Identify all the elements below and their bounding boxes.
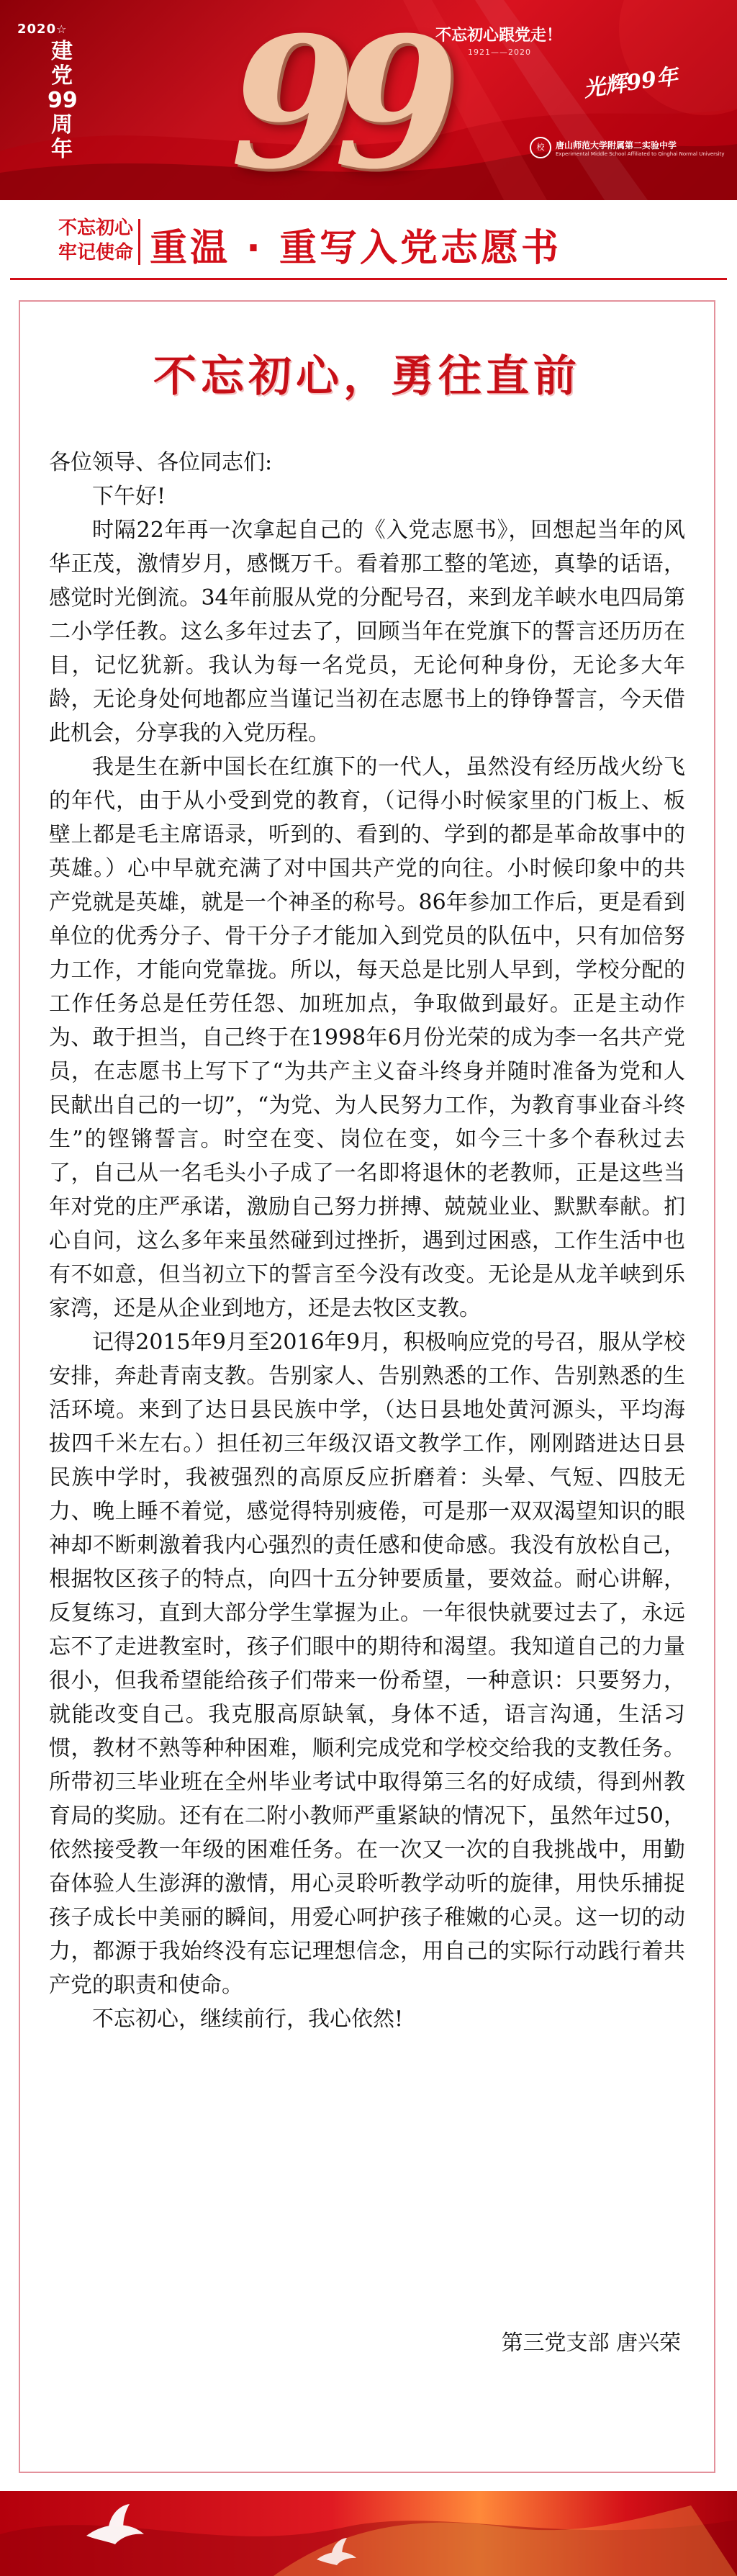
letter-title: 不忘初心，勇往直前 xyxy=(153,351,581,402)
paragraph: 时隔22年再一次拿起自己的《入党志愿书》，回想起当年的风华正茂，激情岁月，感慨万千。看着那工整的笔迹，真挚的话语，感觉时光倒流。34年前服从党的分配号召，来到龙羊峡水电四局第二小学任教。这么多年过去了，回顾当年在党旗下的誓言还历历在目，记忆犹新。我认为每一名党员，无论何种身份，无论多大年龄，无论身处何地都应当谨记当初在志愿书上的铮铮誓言，今天借此机会，分享我的入党历程。 xyxy=(49,518,685,746)
school-seal-icon: 校 xyxy=(530,137,551,158)
letter-body xyxy=(49,446,685,2036)
banner-slogan: 不忘初心跟党走！ xyxy=(435,27,563,45)
year-text: 2020 xyxy=(17,22,57,37)
banner-slogan-years: 1921——2020 xyxy=(468,48,531,57)
footer-decoration xyxy=(0,2491,737,2576)
school-name-english: Experimental Middle School Affiliated to Qinghai Normal University xyxy=(556,150,725,157)
header-divider-horizontal xyxy=(10,278,727,280)
top-banner xyxy=(0,0,737,200)
page-title: 重温 · 重写入党志愿书 xyxy=(150,227,561,270)
signature-line: 第三党支部 唐兴荣 xyxy=(501,2330,681,2356)
header-divider-vertical xyxy=(138,219,140,265)
closing-line: 不忘初心，继续前行，我心依然! xyxy=(92,2007,404,2032)
year-badge xyxy=(17,22,66,37)
bottom-banner xyxy=(0,2491,737,2576)
party-anniversary-title: 建党99周年 xyxy=(48,39,78,162)
letter-frame xyxy=(19,300,715,2473)
paragraph: 我是生在新中国长在红旗下的一代人，虽然没有经历战火纷飞的年代，由于从小受到党的教育，（记得小时候家里的门板上、板壁上都是毛主席语录，听到的、看到的、学到的都是革命故事中的英雄。）心中早就充满了对中国共产党的向往。小时候印象中的共产党就是英雄，就是一个神圣的称号。86年参加工作后，更是看到单位的优秀分子、骨干分子才能加入到党员的队伍中，只有加倍努力工作，才能向党靠拢。所以，每天总是比别人早到，学校分配的工作任务总是任劳任怨、加班加点，争取做到最好。正是主动作为、敢于担当，自己终于在1998年6月份光荣的成为李一名共产党员，在志愿书上写下了“为共产主义奋斗终身并随时准备为党和人民献出自己的一切”，“为党、为人民努力工作，为教育事业奋斗终生”的铿锵誓言。时空在变、岗位在变，如今三十多个春秋过去了，自己从一名毛头小子成了一名即将退休的老教师，正是这些当年对党的庄严承诺，激励自己努力拼搏、兢兢业业、默默奉献。扪心自问，这么多年来虽然碰到过挫折，遇到过困惑，工作生活中也有不如意，但当初立下的誓言至今没有改变。无论是从龙羊峡到乐家湾，还是从企业到地方，还是去牧区支教。 xyxy=(49,755,685,1321)
paragraph: 记得2015年9月至2016年9月，积极响应党的号召，服从学校安排，奔赴青南支教。告别家人、告别熟悉的工作、告别熟悉的生活环境。来到了达日县民族中学，（达日县地处黄河源头，平均海拔四千米左右。）担任初三年级汉语文教学工作，刚刚踏进达日县民族中学时，我被强烈的高原反应折磨着：头晕、气短、四肢无力、晚上睡不着觉，感觉得特别疲倦，可是那一双双渴望知识的眼神却不断刺激着我内心强烈的责任感和使命感。我没有放松自己，根据牧区孩子的特点，向四十五分钟要质量，要效益。耐心讲解，反复练习，直到大部分学生掌握为止。一年很快就要过去了，永远忘不了走进教室时，孩子们眼中的期待和渴望。我知道自己的力量很小，但我希望能给孩子们带来一份希望，一种意识：只要努力，就能改变自己。我克服高原缺氧，身体不适，语言沟通，生活习惯，教材不熟等种种困难，顺利完成党和学校交给我的支教任务。所带初三毕业班在全州毕业考试中取得第三名的好成绩，得到州教育局的奖励。还有在二附小教师严重紧缺的情况下，虽然年过50，依然接受教一年级的困难任务。在一次又一次的自我挑战中，用勤奋体验人生澎湃的激情，用心灵聆听教学动听的旋律，用快乐捕捉孩子成长中美丽的瞬间，用爱心呵护孩子稚嫩的心灵。这一切的动力，都源于我始终没有忘记理想信念，用自己的实际行动践行着共产党的职责和使命。 xyxy=(49,1330,685,1998)
school-logo xyxy=(530,137,725,158)
greeting: 下午好! xyxy=(92,484,166,509)
section-header xyxy=(0,200,737,281)
motto xyxy=(42,216,150,265)
star-icon: ☆ xyxy=(56,22,67,36)
calligraphy-signature: 光辉99年 xyxy=(582,63,680,102)
big-99-graphic: 99 xyxy=(230,0,438,200)
salutation: 各位领导、各位同志们: xyxy=(49,450,273,475)
motto-line-1: 不忘初心 xyxy=(58,217,133,239)
school-name: 唐山师范大学附属第二实验中学 xyxy=(556,140,677,150)
motto-line-2: 牢记使命 xyxy=(58,242,133,264)
